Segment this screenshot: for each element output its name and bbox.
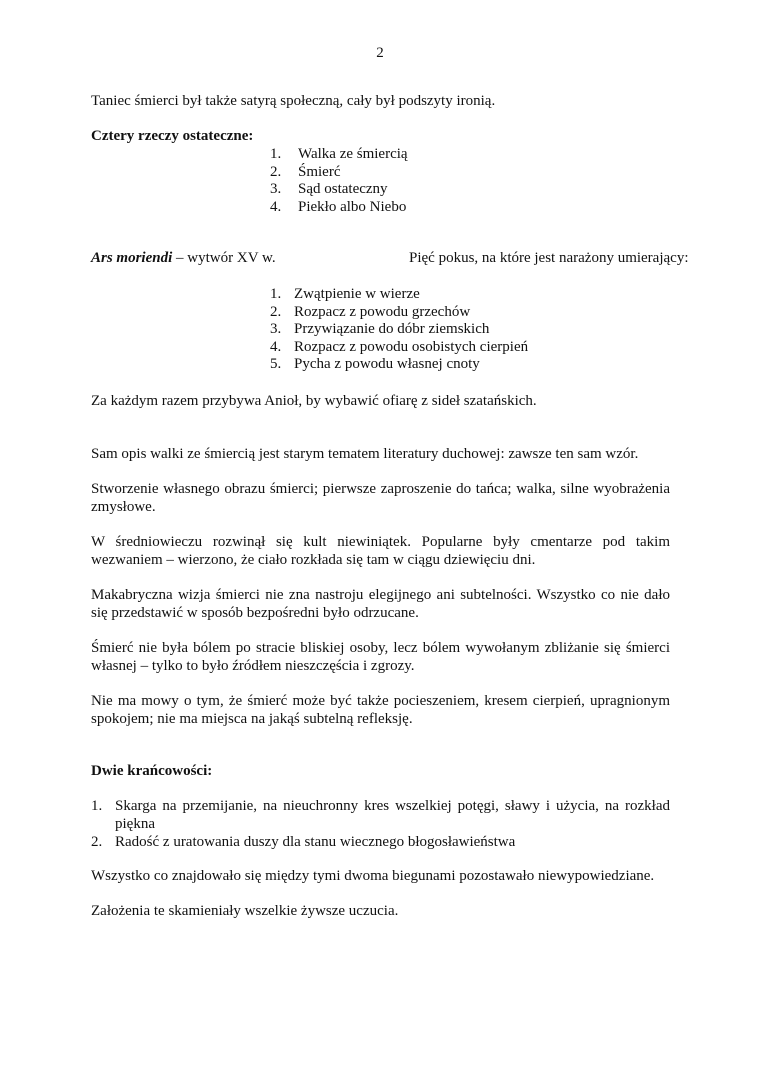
list-number: 2. — [270, 303, 282, 320]
paragraph-consolation: Nie ma mowy o tym, że śmierć może być także pocieszeniem, kresem cierpień, upragnionym spokojem; nie ma miejsca na jakąś subtelną refleksję. — [91, 693, 670, 727]
list-text: Radość z uratowania duszy dla stanu wiecznego błogosławieństwa — [115, 834, 516, 850]
ars-moriendi-line — [91, 249, 689, 267]
paragraph-pain: Śmierć nie była bólem po stracie bliskiej osoby, lecz bólem wywołanym zbliżanie się śmierci własnej – tylko to było źródłem nieszczęścia i zgrozy. — [91, 640, 670, 674]
extremes-heading: Dwie krańcowości: — [91, 763, 213, 779]
list-number: 5. — [270, 356, 282, 372]
list-text: Przywiązanie do dóbr ziemskich — [294, 321, 490, 337]
list-number: 4. — [270, 198, 282, 215]
list-number: 2. — [91, 834, 103, 850]
temptations-heading: Pięć pokus, na które jest narażony umierający: — [409, 250, 689, 266]
list-item — [91, 833, 670, 851]
list-number: 1. — [91, 798, 103, 814]
list-number: 3. — [270, 321, 282, 337]
list-item — [91, 797, 670, 833]
list-text: Walka ze śmiercią — [298, 146, 408, 162]
four-last-things-heading: Cztery rzeczy ostateczne: — [91, 128, 254, 144]
paragraph-image: Stworzenie własnego obrazu śmierci; pierwsze zaproszenie do tańca; walka, silne wyobrażenia zmysłowe. — [91, 481, 670, 515]
list-text: Śmierć — [298, 163, 341, 180]
ars-moriendi-term: Ars moriendi — [91, 250, 173, 266]
page-number: 2 — [376, 45, 384, 61]
list-text: Skarga na przemijanie, na nieuchronny kres wszelkiej potęgi, sławy i użycia, na rozkład piękna — [115, 798, 670, 832]
list-number: 1. — [270, 286, 282, 302]
list-text: Zwątpienie w wierze — [294, 286, 420, 302]
paragraph-angel: Za każdym razem przybywa Anioł, by wybawić ofiarę z sideł szatańskich. — [91, 393, 537, 409]
list-number: 2. — [270, 163, 282, 180]
list-text: Sąd ostateczny — [298, 181, 388, 197]
list-text: Rozpacz z powodu osobistych cierpień — [294, 338, 529, 355]
list-text: Rozpacz z powodu grzechów — [294, 303, 471, 320]
list-number: 3. — [270, 181, 282, 197]
list-number: 4. — [270, 338, 282, 355]
list-number: 1. — [270, 146, 282, 162]
paragraph-innocents: W średniowieczu rozwinął się kult niewiniątek. Popularne były cmentarze pod takim wezwaniem – wierzono, że ciało rozkłada się tam w ciągu dziewięciu dni. — [91, 534, 670, 568]
paragraph-struggle: Sam opis walki ze śmiercią jest starym tematem literatury duchowej: zawsze ten sam wzór. — [91, 446, 639, 462]
closing-paragraph-1: Wszystko co znajdowało się między tymi dwoma biegunami pozostawało niewypowiedziane. — [91, 868, 655, 884]
list-text: Piekło albo Niebo — [298, 198, 407, 215]
paragraph-macabre: Makabryczna wizja śmierci nie zna nastroju elegijnego ani subtelności. Wszystko co nie dało się przedstawić w sposób bezpośredni było odrzucane. — [91, 587, 670, 621]
extremes-list — [91, 797, 670, 851]
closing-paragraph-2: Założenia te skamieniały wszelkie żywsze uczucia. — [91, 903, 399, 919]
ars-moriendi-suffix: – wytwór XV w. — [172, 250, 276, 266]
list-text: Pycha z powodu własnej cnoty — [294, 356, 480, 372]
intro-paragraph: Taniec śmierci był także satyrą społeczną, cały był podszyty ironią. — [91, 93, 496, 109]
